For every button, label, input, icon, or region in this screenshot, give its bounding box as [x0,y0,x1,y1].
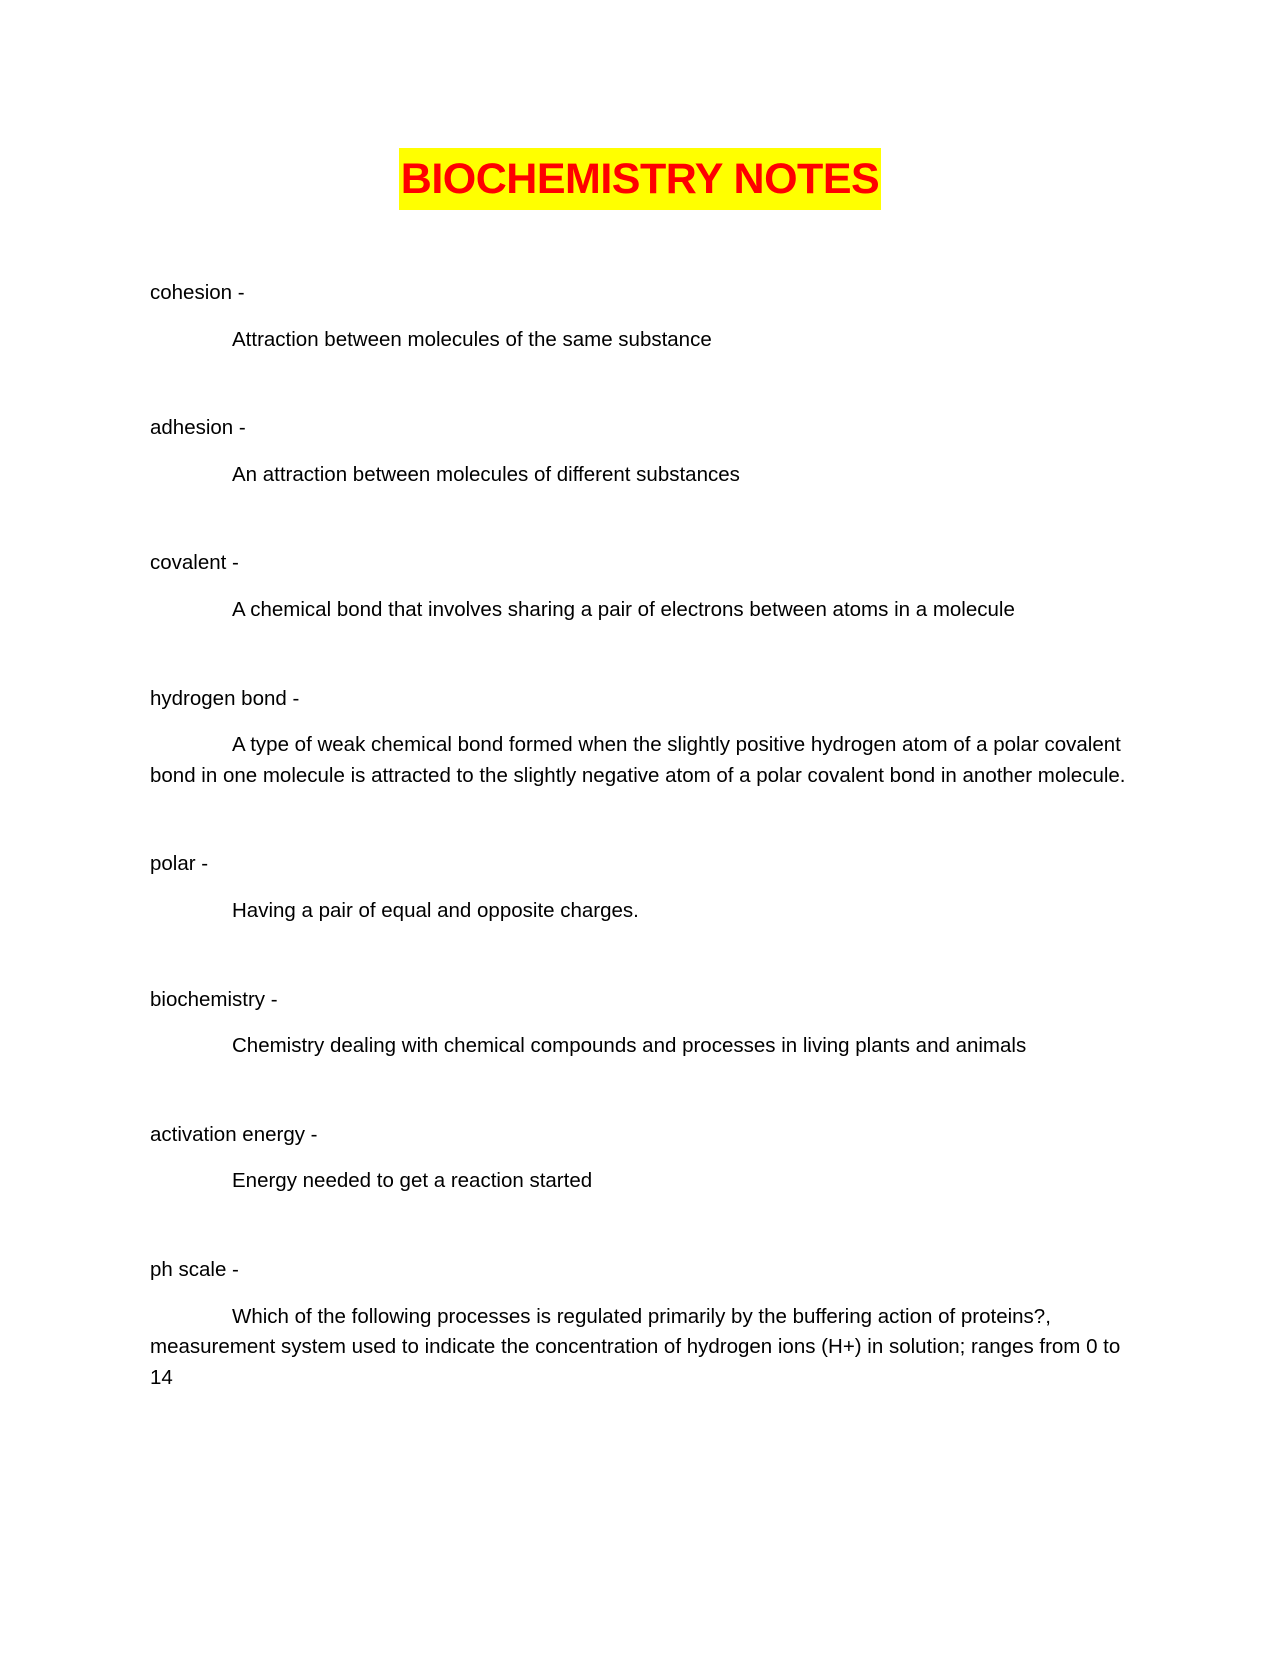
note-definition: Which of the following processes is regulated primarily by the buffering action of proteins?, measurement system used to indicate the concentration of hydrogen ions (H+) in solution; ranges from 0 to 14 [150,1304,1121,1389]
note-term: ph scale - [150,1257,239,1281]
note-term: hydrogen bond - [150,686,300,710]
note-term: covalent - [150,551,239,575]
note-definition: Having a pair of equal and opposite charges. [232,898,639,922]
note-entry-cohesion [150,278,1130,355]
note-definition: Attraction between molecules of the same substance [232,327,712,351]
note-entry-polar [150,849,1130,926]
note-entry-ph-scale [150,1255,1130,1393]
note-entry-hydrogen-bond [150,684,1130,792]
note-term: adhesion - [150,416,246,440]
note-definition: Chemistry dealing with chemical compounds and processes in living plants and animals [232,1034,1027,1058]
title-container [0,148,1280,210]
note-entry-covalent [150,548,1130,625]
note-entry-biochemistry [150,985,1130,1062]
note-entry-adhesion [150,413,1130,490]
note-term: biochemistry - [150,987,278,1011]
note-definition: Energy needed to get a reaction started [232,1169,593,1193]
note-term: activation energy - [150,1122,318,1146]
note-definition: A chemical bond that involves sharing a pair of electrons between atoms in a molecule [232,597,1015,621]
notes-list [150,278,1130,1451]
note-term: cohesion - [150,281,245,304]
note-term: polar - [150,852,209,876]
note-definition: A type of weak chemical bond formed when the slightly positive hydrogen atom of a polar covalent bond in one molecule is attracted to the slightly negative atom of a polar covalent bond in another molecule. [150,733,1126,787]
note-definition: An attraction between molecules of different substances [232,462,740,486]
note-entry-activation-energy [150,1120,1130,1197]
document-title: BIOCHEMISTRY NOTES [399,148,881,210]
